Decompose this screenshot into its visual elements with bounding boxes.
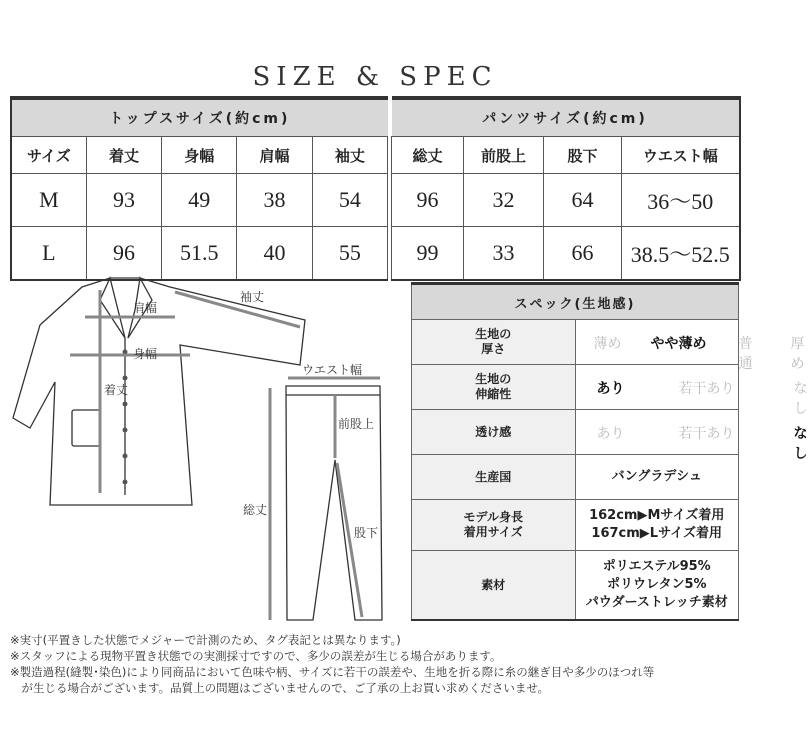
value-cell: 93 bbox=[86, 174, 161, 227]
sheer-option: あり bbox=[596, 426, 625, 442]
thickness-option: 普通 bbox=[738, 336, 753, 372]
tops-col-size: サイズ bbox=[11, 137, 86, 174]
table-row bbox=[392, 174, 740, 227]
inseam-label: 股下 bbox=[354, 526, 379, 540]
value-cell: 49 bbox=[162, 174, 237, 227]
chest-label: 身幅 bbox=[133, 347, 158, 361]
pants-col-rise: 前股上 bbox=[464, 137, 544, 174]
thickness-option: 薄め bbox=[593, 336, 622, 352]
tops-col-shoulder: 肩幅 bbox=[237, 137, 312, 174]
value-cell: 32 bbox=[464, 174, 544, 227]
tops-col-chest: 身幅 bbox=[162, 137, 237, 174]
value-cell: 38.5～52.5 bbox=[622, 227, 740, 281]
origin-label: 生産国 bbox=[412, 455, 576, 500]
rise-label: 前股上 bbox=[338, 417, 375, 431]
thickness-options bbox=[575, 320, 805, 372]
value-cell: 36～50 bbox=[622, 174, 740, 227]
note-line: が生じる場合がございます。品質上の問題はございませんので、ご了承の上お買い求めくださいませ。 bbox=[10, 681, 549, 695]
sheer-options bbox=[575, 410, 808, 462]
pants-col-waist: ウエスト幅 bbox=[622, 137, 740, 174]
model-line: 162cm▶Mサイズ着用 bbox=[589, 508, 725, 523]
value-cell: 55 bbox=[312, 227, 387, 281]
value-cell: 66 bbox=[544, 227, 622, 281]
material-line: ポリウレタン5% bbox=[606, 577, 707, 592]
note-line: ※スタッフによる現物平置き状態での実測採寸ですので、多少の誤差が生じる場合があります。 bbox=[10, 649, 502, 663]
value-cell: 96 bbox=[392, 174, 464, 227]
sleeve-label: 袖丈 bbox=[240, 290, 265, 304]
material-value bbox=[575, 551, 739, 621]
stretch-option: なし bbox=[793, 381, 808, 417]
tops-col-sleeve: 袖丈 bbox=[312, 137, 387, 174]
spec-heading: スペック(生地感) bbox=[412, 284, 739, 320]
model-line: 167cm▶Lサイズ着用 bbox=[591, 526, 723, 541]
pants-col-inseam: 股下 bbox=[544, 137, 622, 174]
waist-label: ウエスト幅 bbox=[302, 363, 363, 377]
pants-heading: パンツサイズ(約cm) bbox=[392, 98, 740, 137]
value-cell: 64 bbox=[544, 174, 622, 227]
origin-value: バングラデシュ bbox=[575, 455, 739, 500]
garment-diagram bbox=[0, 270, 400, 630]
value-cell: 38 bbox=[237, 174, 312, 227]
note-line: ※実寸(平置きした状態でメジャーで計測のため、タグ表記とは異なります。) bbox=[10, 633, 401, 647]
material-line: パウダーストレッチ素材 bbox=[585, 595, 728, 610]
shirt-outline bbox=[13, 278, 305, 505]
spec-table bbox=[411, 282, 808, 621]
length-label: 着丈 bbox=[104, 383, 129, 397]
value-cell: 54 bbox=[312, 174, 387, 227]
stretch-options bbox=[575, 365, 808, 417]
stretch-option: 若干あり bbox=[678, 381, 735, 397]
material-label: 素材 bbox=[412, 551, 576, 621]
tops-heading: トップスサイズ(約cm) bbox=[11, 98, 388, 137]
stretch-label: 生地の 伸縮性 bbox=[412, 365, 576, 410]
notes bbox=[10, 632, 745, 696]
value-cell: 96 bbox=[86, 227, 161, 281]
total-label: 総丈 bbox=[243, 503, 268, 517]
tops-col-length: 着丈 bbox=[86, 137, 161, 174]
page-title: SIZE & SPEC bbox=[252, 62, 498, 92]
stretch-option: あり bbox=[596, 381, 625, 397]
thickness-label: 生地の 厚さ bbox=[412, 320, 576, 365]
pants-col-total: 総丈 bbox=[392, 137, 464, 174]
sheer-option: 若干あり bbox=[678, 426, 735, 442]
sheer-option: なし bbox=[793, 426, 808, 462]
size-cell: L bbox=[11, 227, 86, 281]
note-line: ※製造過程(縫製･染色)により同商品において色味や柄、サイズに若干の誤差や、生地を折る際に糸の継ぎ目や多少のほつれ等 bbox=[10, 665, 655, 679]
value-cell: 51.5 bbox=[162, 227, 237, 281]
thickness-option: やや薄め bbox=[650, 336, 707, 352]
material-line: ポリエステル95% bbox=[602, 559, 711, 574]
table-row bbox=[11, 174, 388, 227]
model-label: モデル身長 着用サイズ bbox=[412, 500, 576, 551]
pants-size-table bbox=[391, 96, 741, 281]
tops-size-table bbox=[10, 96, 388, 281]
table-row bbox=[392, 227, 740, 281]
thickness-option: 厚め bbox=[790, 336, 805, 372]
model-value bbox=[575, 500, 739, 551]
value-cell: 40 bbox=[237, 227, 312, 281]
sheer-label: 透け感 bbox=[412, 410, 576, 455]
value-cell: 99 bbox=[392, 227, 464, 281]
shoulder-label: 肩幅 bbox=[133, 301, 158, 315]
value-cell: 33 bbox=[464, 227, 544, 281]
size-cell: M bbox=[11, 174, 86, 227]
